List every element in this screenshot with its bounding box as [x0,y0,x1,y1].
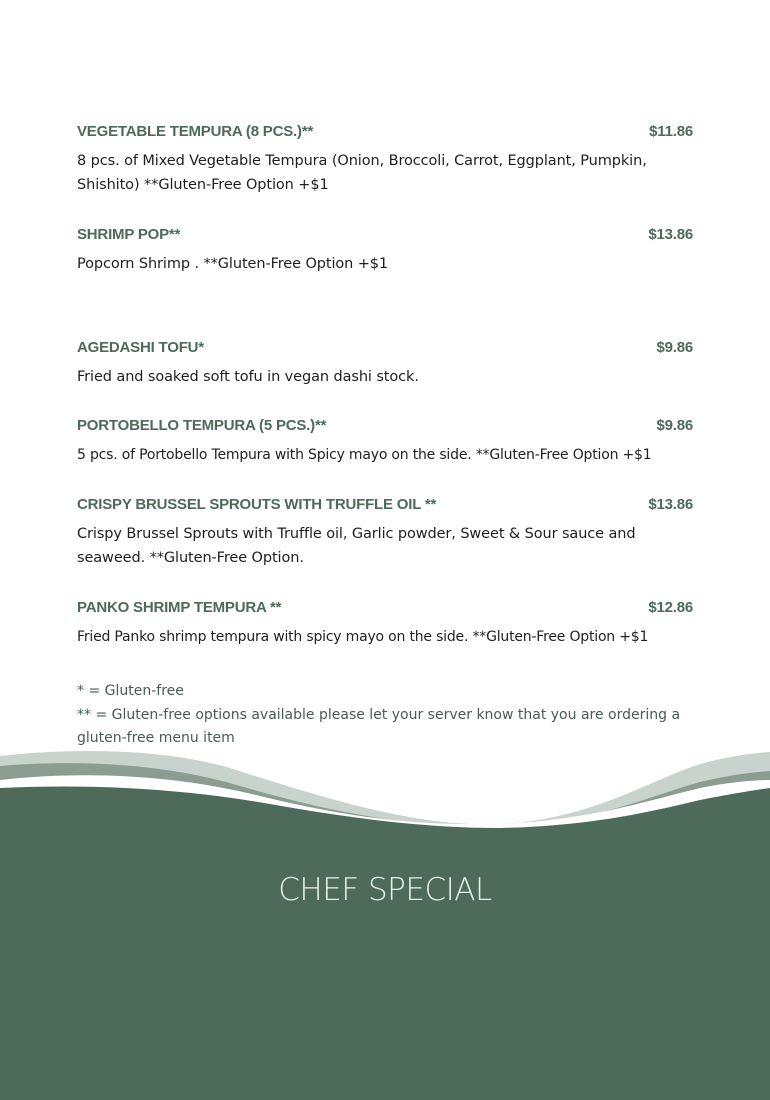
gluten-free-option-note: ** = Gluten-free options available please let your server know that you are ordering a gluten-free menu item [77,706,681,746]
section-title: CHEF SPECIAL [278,872,492,908]
menu-item-header [77,599,693,619]
menu-item-name: CRISPY BRUSSEL SPROUTS WITH TRUFFLE OIL ** [77,496,437,513]
menu-item-portobello-tempura [77,417,693,467]
menu-item-header [77,123,693,143]
menu-item-vegetable-tempura [77,123,693,197]
wave-dark-layer [0,787,770,1100]
menu-item-price: $9.86 [656,417,693,434]
menu-item-description: Crispy Brussel Sprouts with Truffle oil, Garlic powder, Sweet & Sour sauce and seaweed. **Gluten-Free Option. [77,526,636,566]
menu-item-header [77,226,693,246]
menu-item-description: 8 pcs. of Mixed Vegetable Tempura (Onion, Broccoli, Carrot, Eggplant, Pumpkin, Shishito) **Gluten-Free Option +$1 [77,153,647,193]
menu-item-price: $13.86 [648,496,693,513]
decorative-wave-band [0,740,770,1100]
menu-item-name: VEGETABLE TEMPURA (8 PCS.)** [77,123,314,140]
menu-item-price: $9.86 [656,339,693,356]
gluten-free-note: * = Gluten-free [77,683,184,699]
menu-item-name: AGEDASHI TOFU* [77,339,204,356]
menu-item-agedashi-tofu [77,339,693,389]
menu-item-panko-shrimp-tempura [77,599,693,649]
menu-item-description: Fried Panko shrimp tempura with spicy mayo on the side. **Gluten-Free Option +$1 [77,629,649,645]
menu-item-header [77,339,693,359]
menu-item-name: PANKO SHRIMP TEMPURA ** [77,599,282,616]
menu-item-name: SHRIMP POP** [77,226,181,243]
menu-item-price: $12.86 [648,599,693,616]
menu-item-price: $11.86 [649,123,693,140]
menu-item-header [77,417,693,437]
menu-item-description: 5 pcs. of Portobello Tempura with Spicy mayo on the side. **Gluten-Free Option +$1 [77,447,652,463]
menu-item-shrimp-pop [77,226,693,276]
menu-item-name: PORTOBELLO TEMPURA (5 PCS.)** [77,417,327,434]
menu-item-description: Popcorn Shrimp . **Gluten-Free Option +$1 [77,256,389,272]
menu-item-price: $13.86 [648,226,693,243]
menu-item-crispy-brussel-sprouts [77,496,693,570]
menu-item-header [77,496,693,516]
menu-item-description: Fried and soaked soft tofu in vegan dashi stock. [77,369,419,385]
